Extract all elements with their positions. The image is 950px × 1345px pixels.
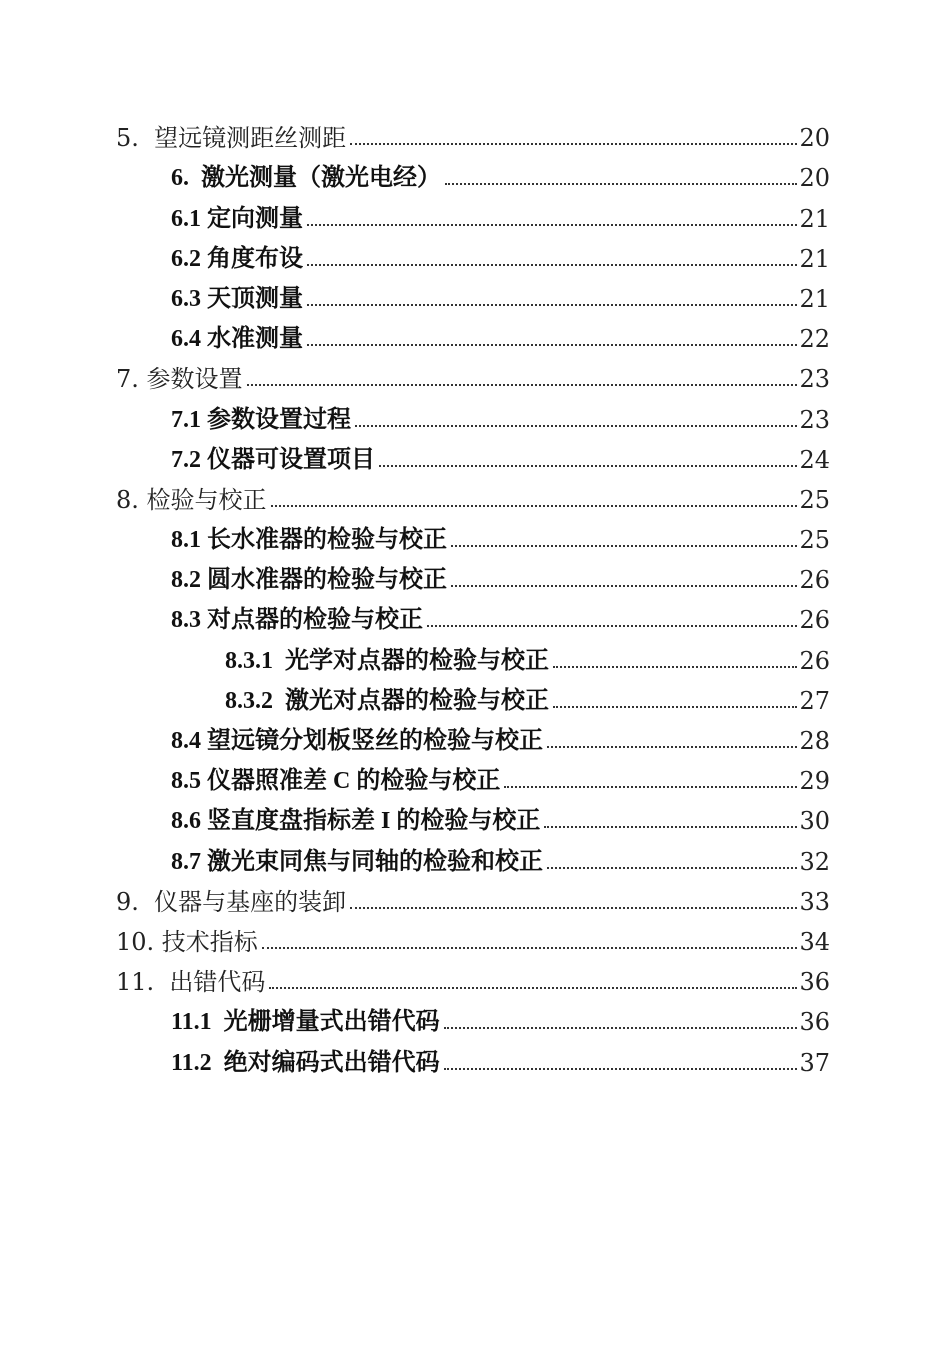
- toc-entry-page: 32: [799, 847, 830, 876]
- toc-entry-page: 22: [799, 325, 830, 354]
- toc-entry-title: 6. 激光测量（激光电经）: [171, 165, 441, 192]
- toc-entry-page: 23: [799, 365, 830, 394]
- toc-entry[interactable]: [0, 156, 950, 196]
- toc-entry-title: 6.1 定向测量: [171, 205, 303, 232]
- toc-entry-title: 11.2 绝对编码式出错代码: [171, 1049, 440, 1076]
- toc-entry-page: 23: [799, 405, 830, 434]
- toc-entry[interactable]: [0, 397, 950, 437]
- dot-leader: [355, 425, 797, 427]
- dot-leader: [451, 585, 797, 587]
- toc-entry-title: 7.1 参数设置过程: [171, 406, 351, 433]
- toc-entry[interactable]: [0, 638, 950, 678]
- toc-entry[interactable]: [0, 960, 950, 1000]
- dot-leader: [547, 867, 797, 869]
- toc-entry-title: 9. 仪器与基座的装卸: [116, 887, 347, 916]
- toc-entry-page: 26: [799, 566, 830, 595]
- toc-entry-title: 8.1 长水准器的检验与校正: [171, 527, 447, 554]
- toc-entry-page: 20: [799, 164, 830, 193]
- toc-entry-page: 24: [799, 445, 830, 474]
- dot-leader: [379, 465, 797, 467]
- toc-entry-title: 8.7 激光束同焦与同轴的检验和校正: [171, 848, 543, 875]
- toc-entry-title: 7.2 仪器可设置项目: [171, 446, 375, 473]
- toc-entry[interactable]: [0, 317, 950, 357]
- toc-entry-title: 6.4 水准测量: [171, 326, 303, 353]
- toc-entry-page: 28: [799, 727, 830, 755]
- toc-entry-page: 36: [799, 968, 830, 997]
- toc-entry[interactable]: [0, 1000, 950, 1040]
- toc-entry[interactable]: [0, 196, 950, 236]
- toc-entry-page: 26: [799, 646, 830, 675]
- toc-entry-title: 8.3.1 光学对点器的检验与校正: [225, 647, 549, 674]
- toc-entry[interactable]: [0, 277, 950, 317]
- toc-entry-page: 25: [799, 485, 830, 514]
- dot-leader: [271, 505, 798, 507]
- toc-entry[interactable]: [0, 357, 950, 397]
- toc-entry[interactable]: [0, 719, 950, 759]
- dot-leader: [350, 143, 797, 145]
- toc-entry[interactable]: [0, 116, 950, 156]
- toc-entry-page: 27: [799, 686, 830, 715]
- dot-leader: [307, 264, 797, 266]
- toc-entry-page: 21: [799, 244, 830, 273]
- dot-leader: [307, 304, 797, 306]
- toc-entry-page: 36: [799, 1008, 830, 1037]
- toc-entry[interactable]: [0, 1040, 950, 1080]
- toc-entry-page: 33: [799, 887, 830, 916]
- toc-entry-page: 34: [799, 927, 830, 956]
- toc-entry-title: 5. 望远镜测距丝测距: [116, 124, 347, 153]
- dot-leader: [553, 666, 797, 668]
- dot-leader: [262, 947, 798, 949]
- toc-entry[interactable]: [0, 759, 950, 799]
- toc-entry[interactable]: [0, 839, 950, 879]
- toc-entry-title: 8.3.2 激光对点器的检验与校正: [225, 687, 549, 714]
- dot-leader: [247, 384, 798, 386]
- toc-entry-title: 7. 参数设置: [116, 365, 243, 394]
- dot-leader: [444, 1027, 798, 1029]
- toc-entry-page: 37: [799, 1048, 830, 1077]
- toc-entry-page: 26: [799, 606, 830, 635]
- dot-leader: [544, 826, 797, 828]
- toc-entry-title: 11. 出错代码: [116, 968, 266, 997]
- toc-entry-title: 8.6 竖直度盘指标差 I 的检验与校正: [171, 808, 541, 835]
- dot-leader: [451, 545, 797, 547]
- toc-entry-title: 6.2 角度布设: [171, 245, 303, 272]
- dot-leader: [307, 344, 797, 346]
- toc-entry-title: 8.2 圆水准器的检验与校正: [171, 567, 447, 594]
- dot-leader: [350, 907, 797, 909]
- toc-entry[interactable]: [0, 920, 950, 960]
- toc-entry-title: 10. 技术指标: [116, 927, 258, 956]
- toc-entry-title: 11.1 光栅增量式出错代码: [171, 1009, 440, 1036]
- table-of-contents: [0, 116, 950, 1081]
- dot-leader: [553, 706, 797, 708]
- toc-entry[interactable]: [0, 598, 950, 638]
- toc-entry[interactable]: [0, 478, 950, 518]
- toc-entry[interactable]: [0, 679, 950, 719]
- toc-entry[interactable]: [0, 558, 950, 598]
- dot-leader: [269, 987, 797, 989]
- toc-entry[interactable]: [0, 799, 950, 839]
- toc-entry[interactable]: [0, 518, 950, 558]
- dot-leader: [427, 625, 797, 627]
- dot-leader: [445, 183, 797, 185]
- toc-entry[interactable]: [0, 237, 950, 277]
- dot-leader: [444, 1068, 798, 1070]
- dot-leader: [547, 746, 797, 748]
- toc-entry-title: 8.5 仪器照准差 C 的检验与校正: [171, 768, 501, 795]
- toc-entry[interactable]: [0, 438, 950, 478]
- toc-entry-page: 21: [799, 284, 830, 313]
- toc-entry-page: 20: [799, 124, 830, 153]
- toc-entry-title: 8. 检验与校正: [116, 485, 267, 514]
- toc-entry-page: 29: [799, 767, 830, 796]
- toc-entry-page: 21: [799, 204, 830, 233]
- toc-entry-title: 8.4 望远镜分划板竖丝的检验与校正: [171, 728, 543, 754]
- dot-leader: [504, 786, 797, 788]
- dot-leader: [307, 224, 797, 226]
- toc-entry-page: 25: [799, 526, 830, 555]
- toc-entry-page: 30: [799, 807, 830, 836]
- toc-entry[interactable]: [0, 880, 950, 920]
- toc-entry-title: 6.3 天顶测量: [171, 285, 303, 312]
- toc-entry-title: 8.3 对点器的检验与校正: [171, 607, 423, 634]
